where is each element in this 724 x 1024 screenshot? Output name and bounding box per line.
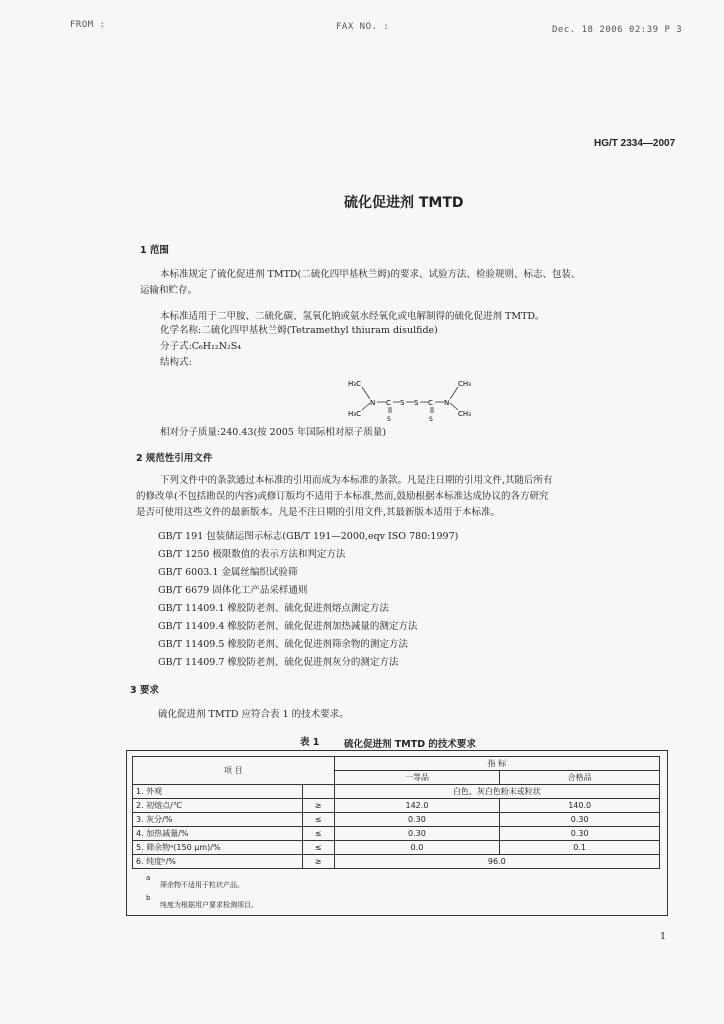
h3c-bottom: H₃C — [348, 410, 361, 418]
section-2-heading: 2 规范性引用文件 — [136, 453, 213, 464]
header-index: 指 标 — [334, 757, 659, 771]
fax-number: FAX NO. : — [336, 22, 390, 32]
n-left: N — [370, 399, 376, 407]
scope-para-line1: 本标准规定了硫化促进剂 TMTD(二硫化四甲基秋兰姆)的要求、试验方法、检验规则、标志、包装、 — [160, 269, 581, 280]
row-value-first: 142.0 — [334, 799, 500, 813]
row-item: 5. 筛余物ᵃ(150 μm)/% — [133, 841, 303, 855]
row-value-qualified: 140.0 — [500, 799, 660, 813]
table-row — [133, 855, 660, 869]
reference-item: GB/T 6679 固体化工产品采样通则 — [158, 585, 308, 596]
s-1: S — [400, 399, 405, 407]
chemical-name: 化学名称:二硫化四甲基秋兰姆(Tetramethyl thiuram disulfide) — [160, 325, 438, 336]
row-item: 6. 纯度ᵇ/% — [133, 855, 303, 869]
table-row — [133, 799, 660, 813]
row-item: 1. 外观 — [133, 785, 303, 799]
reference-item: GB/T 191 包装储运图示标志(GB/T 191—2000,eqv ISO 780:1997) — [158, 531, 459, 542]
row-value-qualified: 0.30 — [500, 813, 660, 827]
c-right: C — [428, 399, 433, 407]
scope-para-2: 本标准适用于二甲胺、二硫化碳、氢氧化钠或氨水经氧化或电解制得的硫化促进剂 TMTD。 — [160, 311, 545, 322]
normative-para-line1: 下列文件中的条款通过本标准的引用而成为本标准的条款。凡是注日期的引用文件,其随后所有 — [160, 475, 553, 486]
table-row — [133, 813, 660, 827]
row-value-first: 0.30 — [334, 813, 500, 827]
row-operator: ≤ — [302, 813, 334, 827]
row-value-qualified: 0.30 — [500, 827, 660, 841]
fax-from: FROM : — [70, 20, 106, 30]
note-a: 筛余物不适用于粒状产品。 — [160, 881, 244, 889]
section-1-heading: 1 范围 — [140, 245, 169, 256]
reference-item: GB/T 6003.1 金属丝编织试验筛 — [158, 567, 298, 578]
row-item: 4. 加热减量/% — [133, 827, 303, 841]
note-a-mark: a — [146, 874, 151, 882]
page-number: 1 — [660, 931, 667, 942]
h3c-top: H₃C — [348, 380, 361, 388]
row-operator: ≤ — [302, 827, 334, 841]
row-item: 3. 灰分/% — [133, 813, 303, 827]
row-value-first: 0.0 — [334, 841, 500, 855]
scope-para-line2: 运输和贮存。 — [140, 285, 198, 296]
reference-item: GB/T 11409.7 橡胶防老剂、硫化促进剂灰分的测定方法 — [158, 657, 399, 668]
molecular-weight: 相对分子质量:240.43(按 2005 年国际相对原子质量) — [160, 427, 387, 438]
reference-item: GB/T 1250 极限数值的表示方法和判定方法 — [158, 549, 346, 560]
row-value-first: 0.30 — [334, 827, 500, 841]
ch3-bottom: CH₃ — [458, 410, 471, 418]
reference-list — [158, 528, 458, 672]
reference-item: GB/T 11409.4 橡胶防老剂、硫化促进剂加热减量的测定方法 — [158, 621, 418, 632]
row-value-merged: 96.0 — [334, 855, 659, 869]
normative-para-line3: 是否可使用这些文件的最新版本。凡是不注日期的引用文件,其最新版本适用于本标准。 — [136, 507, 501, 518]
section-3-heading: 3 要求 — [130, 685, 159, 696]
header-first-grade: 一等品 — [334, 771, 500, 785]
standard-number: HG/T 2334—2007 — [594, 138, 676, 149]
header-qualified: 合格品 — [500, 771, 660, 785]
s-double-right: S — [429, 416, 433, 422]
s-double-left: S — [387, 416, 391, 422]
fax-timestamp: Dec. 18 2006 02:39 P 3 — [552, 25, 683, 35]
reference-item: GB/T 11409.1 橡胶防老剂、硫化促进剂熔点测定方法 — [158, 603, 389, 614]
table-row — [133, 785, 660, 799]
row-item: 2. 初熔点/℃ — [133, 799, 303, 813]
note-b: 纯度为根据用户要求检测项目。 — [160, 901, 258, 909]
document-title: 硫化促进剂 TMTD — [344, 195, 464, 211]
structural-formula — [340, 372, 490, 422]
table-caption: 硫化促进剂 TMTD 的技术要求 — [344, 739, 476, 750]
s-2: S — [414, 399, 419, 407]
row-operator: ≤ — [302, 841, 334, 855]
spec-table — [132, 756, 660, 869]
table-row — [133, 841, 660, 855]
molecular-formula: 分子式:C₆H₁₂N₂S₄ — [160, 341, 242, 352]
n-right: N — [444, 399, 450, 407]
row-value-merged: 白色、灰白色粉末或粒状 — [334, 785, 659, 799]
header-item: 项 目 — [133, 757, 335, 785]
row-operator: ≥ — [302, 799, 334, 813]
ch3-top: CH₃ — [458, 380, 471, 388]
normative-para-line2: 的修改单(不包括勘误的内容)或修订版均不适用于本标准,然而,鼓励根据本标准达成协议的各方研究 — [136, 491, 549, 502]
row-value-qualified: 0.1 — [500, 841, 660, 855]
note-b-mark: b — [146, 894, 151, 902]
c-left: C — [386, 399, 391, 407]
row-operator: ≥ — [302, 855, 334, 869]
table-row — [133, 827, 660, 841]
row-operator — [302, 785, 334, 799]
structure-label: 结构式: — [160, 357, 192, 368]
table-caption-number: 表 1 — [300, 737, 320, 748]
reference-item: GB/T 11409.5 橡胶防老剂、硫化促进剂筛余物的测定方法 — [158, 639, 408, 650]
requirement-text: 硫化促进剂 TMTD 应符合表 1 的技术要求。 — [158, 709, 349, 720]
